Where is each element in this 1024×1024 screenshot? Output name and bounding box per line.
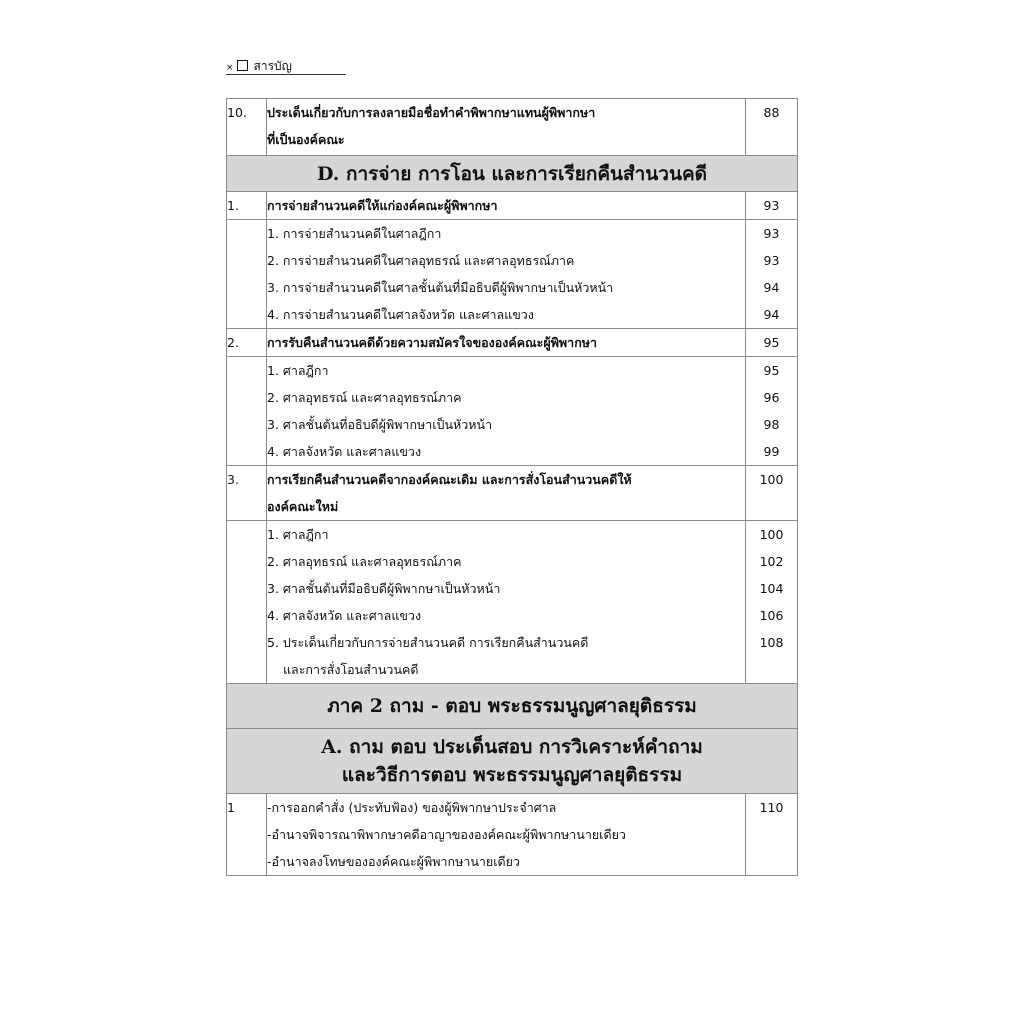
subitem: 1. ศาลฎีกา bbox=[267, 527, 329, 542]
item-page: 88 bbox=[746, 99, 798, 156]
subitem: 4. ศาลจังหวัด และศาลแขวง bbox=[267, 608, 422, 623]
toc-table bbox=[226, 98, 798, 876]
subitem-continuation: และการสั่งโอนสำนวนคดี bbox=[283, 662, 419, 677]
toc-subitems-row bbox=[227, 220, 798, 329]
item-title: การจ่ายสำนวนคดีให้แก่องค์คณะผู้พิพากษา bbox=[267, 192, 746, 220]
toc-row bbox=[227, 99, 798, 156]
item-page: 100 bbox=[746, 466, 798, 521]
empty-number-cell bbox=[227, 357, 267, 466]
subitem-pages: 95 96 98 99 bbox=[746, 357, 798, 466]
item-page: 95 bbox=[746, 329, 798, 357]
item-number: 1 bbox=[227, 794, 267, 876]
toc-row bbox=[227, 329, 798, 357]
item-title: การรับคืนสำนวนคดีด้วยความสมัครใจขององค์คณะผู้พิพากษา bbox=[267, 329, 746, 357]
item-number: 3. bbox=[227, 466, 267, 521]
page-header bbox=[226, 54, 346, 75]
subitem: 3. ศาลชั้นต้นที่อธิบดีผู้พิพากษาเป็นหัวหน้า bbox=[267, 417, 493, 432]
close-mark: × bbox=[226, 63, 234, 73]
section-heading-row bbox=[227, 729, 798, 794]
section-heading: D. การจ่าย การโอน และการเรียกคืนสำนวนคดี bbox=[227, 156, 798, 192]
subitem-list bbox=[267, 357, 746, 466]
item-number: 1. bbox=[227, 192, 267, 220]
subitem-list bbox=[267, 220, 746, 329]
header-label: สารบัญ bbox=[253, 59, 292, 73]
subitem: 3. ศาลชั้นต้นที่มีอธิบดีผู้พิพากษาเป็นหัวหน้า bbox=[267, 581, 501, 596]
item-page: 110 bbox=[746, 794, 798, 876]
subitem: 2. ศาลอุทธรณ์ และศาลอุทธรณ์ภาค bbox=[267, 390, 462, 405]
toc-subitems-row bbox=[227, 521, 798, 684]
subitem-list bbox=[267, 521, 746, 684]
subitem: 3. การจ่ายสำนวนคดีในศาลชั้นต้นที่มีอธิบดีผู้พิพากษาเป็นหัวหน้า bbox=[267, 280, 614, 295]
subitem: 1. ศาลฎีกา bbox=[267, 363, 329, 378]
subitem: 2. การจ่ายสำนวนคดีในศาลอุทธรณ์ และศาลอุทธรณ์ภาค bbox=[267, 253, 575, 268]
item-number: 2. bbox=[227, 329, 267, 357]
toc-row bbox=[227, 794, 798, 876]
part-heading: ภาค 2 ถาม - ตอบ พระธรรมนูญศาลยุติธรรม bbox=[227, 684, 798, 729]
subitem-pages: 93 93 94 94 bbox=[746, 220, 798, 329]
subitem: 1. การจ่ายสำนวนคดีในศาลฎีกา bbox=[267, 226, 442, 241]
checkbox-square-icon bbox=[237, 60, 248, 71]
item-title: ประเด็นเกี่ยวกับการลงลายมือชื่อทำคำพิพากษาแทนผู้พิพากษา ที่เป็นองค์คณะ bbox=[267, 99, 746, 156]
empty-number-cell bbox=[227, 521, 267, 684]
subitem-pages: 100 102 104 106 108 bbox=[746, 521, 798, 684]
item-title: การเรียกคืนสำนวนคดีจากองค์คณะเดิม และการสั่งโอนสำนวนคดีให้ องค์คณะใหม่ bbox=[267, 466, 746, 521]
section-heading-row bbox=[227, 156, 798, 192]
item-page: 93 bbox=[746, 192, 798, 220]
toc-row bbox=[227, 466, 798, 521]
empty-number-cell bbox=[227, 220, 267, 329]
section-heading-row bbox=[227, 684, 798, 729]
toc-subitems-row bbox=[227, 357, 798, 466]
subitem: 2. ศาลอุทธรณ์ และศาลอุทธรณ์ภาค bbox=[267, 554, 462, 569]
item-number: 10. bbox=[227, 99, 267, 156]
item-lines: -การออกคำสั่ง (ประทับฟ้อง) ของผู้พิพากษาประจำศาล -อำนาจพิจารณาพิพากษาคดีอาญาขององค์คณะผู้พิพากษานายเดียว -อำนาจลงโทษขององค์คณะผู้พิพากษานายเดียว bbox=[267, 794, 746, 876]
subitem: 4. ศาลจังหวัด และศาลแขวง bbox=[267, 444, 422, 459]
subitem: 5. ประเด็นเกี่ยวกับการจ่ายสำนวนคดี การเรียกคืนสำนวนคดี bbox=[267, 635, 589, 650]
toc-row bbox=[227, 192, 798, 220]
subitem: 4. การจ่ายสำนวนคดีในศาลจังหวัด และศาลแขวง bbox=[267, 307, 534, 322]
section-heading: A. ถาม ตอบ ประเด็นสอบ การวิเคราะห์คำถาม และวิธีการตอบ พระธรรมนูญศาลยุติธรรม bbox=[227, 729, 798, 794]
